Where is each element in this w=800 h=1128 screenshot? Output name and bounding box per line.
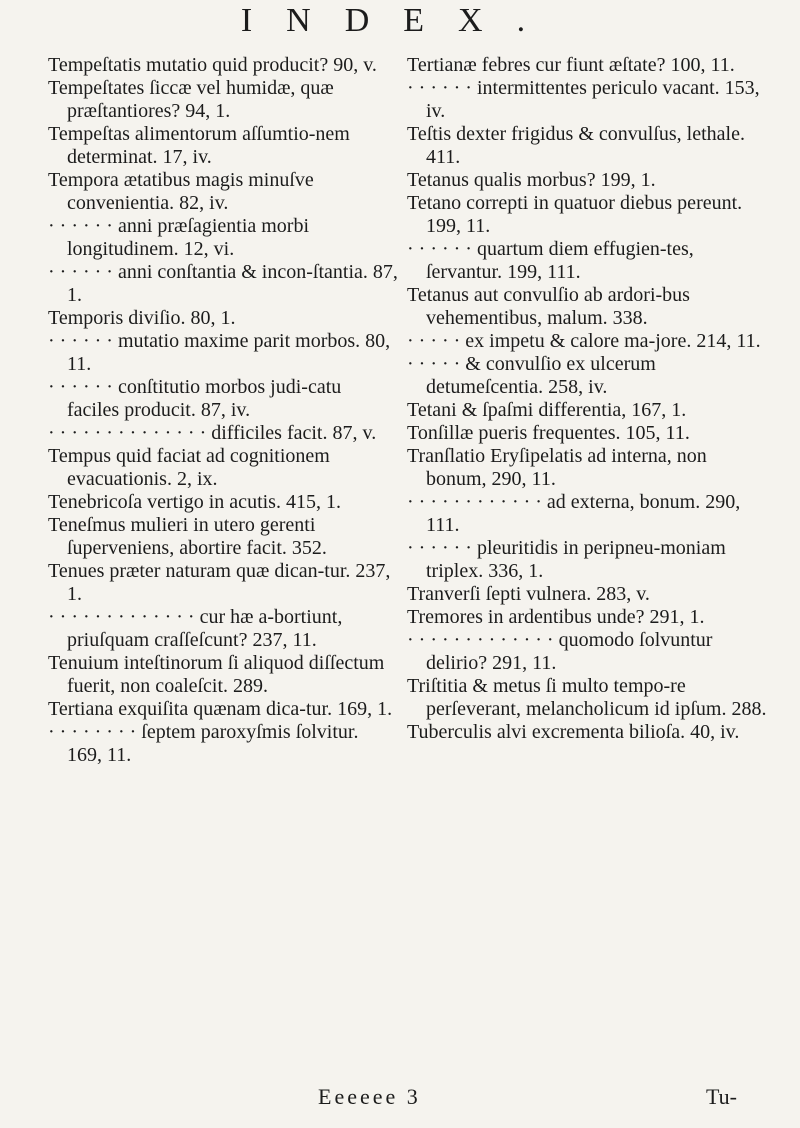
- index-entry: Tempeſtatis mutatio quid producit? 90, v.: [48, 54, 377, 76]
- index-entry: Tempeſtas alimentorum aſſumtio-nem determinat. 17, iv.: [48, 123, 350, 168]
- index-entry: Tuberculis alvi excrementa bilioſa. 40, iv.: [407, 721, 740, 743]
- index-entry: Tenues præter naturam quæ dican-tur. 237, 1.: [48, 560, 391, 605]
- index-entry: Temporis diviſio. 80, 1.: [48, 307, 236, 329]
- index-entry: Teſtis dexter frigidus & convulſus, lethale. 411.: [407, 123, 745, 168]
- index-entry: Tremores in ardentibus unde? 291, 1.: [407, 606, 705, 628]
- right-column: [407, 54, 767, 744]
- index-entry: · · · · · · · · · · · · · · difficiles facit. 87, v.: [48, 422, 377, 444]
- index-entry: Tetanus aut convulſio ab ardori-bus vehementibus, malum. 338.: [407, 284, 690, 329]
- index-entry: Tranverſi ſepti vulnera. 283, v.: [407, 583, 650, 605]
- index-entry: · · · · · · anni præſagientia morbi longitudinem. 12, vi.: [48, 215, 310, 260]
- index-entry: · · · · · · · · · · · · ad externa, bonum. 290, 111.: [407, 491, 741, 536]
- index-entry: · · · · · · intermittentes periculo vacant. 153, iv.: [407, 77, 760, 122]
- index-entry: Tempeſtates ſiccæ vel humidæ, quæ præſtantiores? 94, 1.: [48, 77, 334, 122]
- index-entry: Tetani & ſpaſmi differentia, 167, 1.: [407, 399, 687, 421]
- index-entry: Triſtitia & metus ſi multo tempo-re perſeverant, melancholicum id ipſum. 288.: [407, 675, 767, 720]
- index-entry: · · · · · · · · · · · · · quomodo ſolvuntur delirio? 291, 11.: [407, 629, 713, 674]
- index-entry: Tenuium inteſtinorum ſi aliquod diſſectum fuerit, non coaleſcit. 289.: [48, 652, 385, 697]
- index-entry: Tranſlatio Eryſipelatis ad interna, non bonum, 290, 11.: [407, 445, 707, 490]
- index-entry: · · · · · · conſtitutio morbos judi-catu faciles producit. 87, iv.: [48, 376, 342, 421]
- catchword: Tu-: [706, 1084, 737, 1109]
- index-entry: · · · · · · · · ſeptem paroxyſmis ſolvitur. 169, 11.: [48, 721, 359, 766]
- index-entry: Tertianæ febres cur fiunt æſtate? 100, 11.: [407, 54, 735, 76]
- index-entry: · · · · · ex impetu & calore ma-jore. 214, 11.: [407, 330, 761, 352]
- index-entry: Tetanus qualis morbus? 199, 1.: [407, 169, 656, 191]
- index-entry: · · · · · · · · · · · · · cur hæ a-bortiunt, priuſquam craſſeſcunt? 237, 11.: [48, 606, 343, 651]
- index-entry: · · · · · & convulſio ex ulcerum detumeſcentia. 258, iv.: [407, 353, 656, 398]
- index-entry: Tonſillæ pueris frequentes. 105, 11.: [407, 422, 690, 444]
- index-entry: Tempora ætatibus magis minuſve convenientia. 82, iv.: [48, 169, 314, 214]
- index-entry: · · · · · · anni conſtantia & incon-ſtantia. 87, 1.: [48, 261, 398, 306]
- index-entry: Tertiana exquiſita quænam dica-tur. 169, 1.: [48, 698, 393, 720]
- left-column: [48, 54, 398, 767]
- index-entry: Tetano correpti in quatuor diebus pereunt. 199, 11.: [407, 192, 743, 237]
- index-entry: Teneſmus mulieri in utero gerenti ſuperveniens, abortire facit. 352.: [48, 514, 327, 559]
- index-entry: · · · · · · mutatio maxime parit morbos. 80, 11.: [48, 330, 391, 375]
- index-entry: Tenebricoſa vertigo in acutis. 415, 1.: [48, 491, 341, 513]
- signature-mark: Eeeeee 3: [318, 1084, 421, 1109]
- index-entry: · · · · · · pleuritidis in peripneu-moniam triplex. 336, 1.: [407, 537, 726, 582]
- index-entry: · · · · · · quartum diem effugien-tes, ſervantur. 199, 111.: [407, 238, 694, 283]
- index-header: INDEX.: [240, 2, 560, 39]
- index-entry: Tempus quid faciat ad cognitionem evacuationis. 2, ix.: [48, 445, 330, 490]
